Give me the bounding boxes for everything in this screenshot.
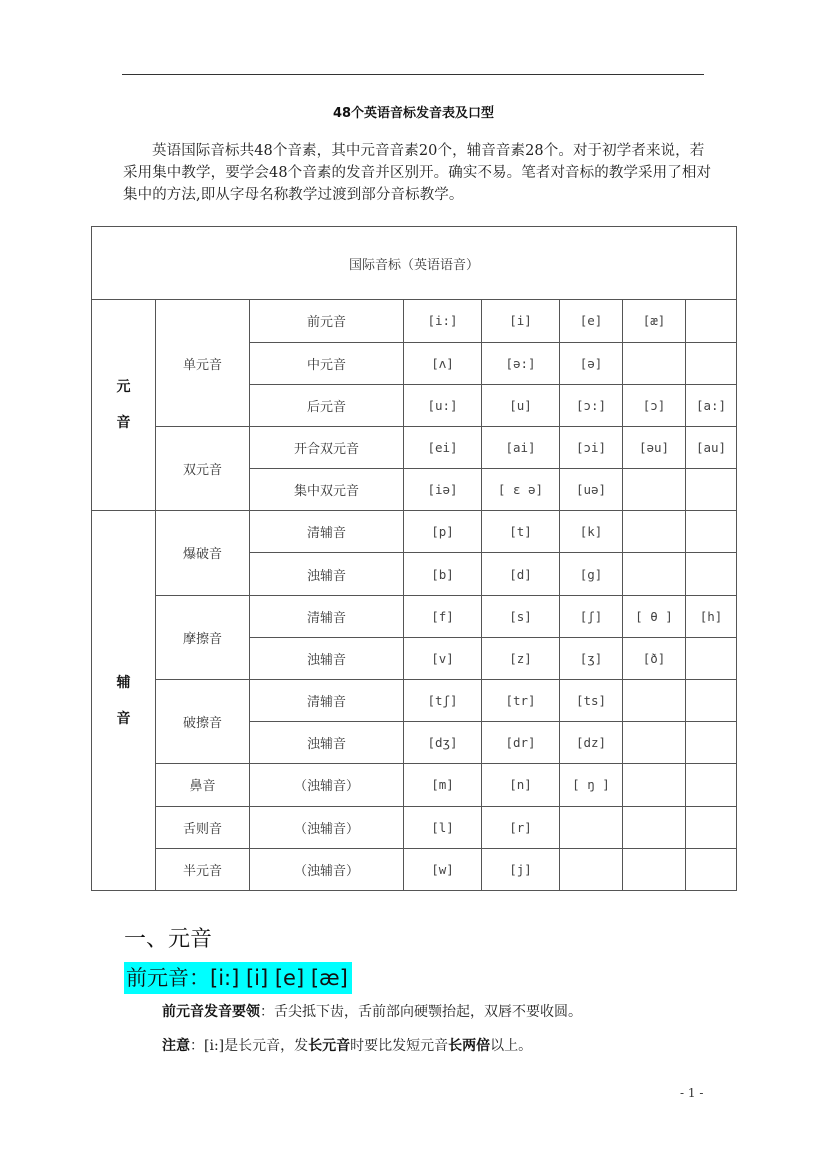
phonetic-symbol-cell: [d] [482,553,560,595]
phonetic-symbol-cell: [ ɛ ə] [482,469,560,511]
vowel-category-label: 元 [116,379,131,396]
phonetic-symbol-cell: [u] [482,384,560,426]
phonetic-symbol-cell: [w] [404,848,482,890]
rule-label: 前元音发音要领 [162,1004,260,1020]
note-text: 以上。 [490,1038,533,1054]
phonetic-symbol-cell: [dr] [482,722,560,764]
vowel-category-label: 音 [116,415,131,432]
phonetic-symbol-cell: [v] [404,637,482,679]
note-text: 时要比发短元音 [350,1038,449,1054]
phonetic-symbol-cell: [ə] [560,342,623,384]
table-row [92,764,737,806]
phonetic-symbol-cell [560,848,623,890]
note-text: ：[i:]是长元音，发 [190,1038,309,1054]
phonetic-symbol-cell [560,806,623,848]
sound-type-cell: 浊辅音 [250,722,404,764]
phonetic-symbol-cell: [z] [482,637,560,679]
phonetic-symbol-cell [686,848,737,890]
phonetic-symbol-cell: [i:] [404,300,482,342]
phonetic-symbol-cell [686,722,737,764]
phonetic-symbol-cell [623,553,686,595]
phonetic-symbol-cell [686,764,737,806]
rule-text: ：舌尖抵下齿，舌前部向硬颚抬起，双唇不要收圆。 [260,1004,582,1020]
table-row [92,806,737,848]
phonetic-symbol-cell: [dz] [560,722,623,764]
document-title: 48个英语音标发音表及口型 [332,106,495,121]
phonetic-symbol-cell: [n] [482,764,560,806]
table-row [92,300,737,342]
phonetic-symbol-cell: [ð] [623,637,686,679]
phonetic-symbol-cell: [ʒ] [560,637,623,679]
phonetic-symbol-cell [623,806,686,848]
phonetic-symbol-cell [686,511,737,553]
table-row [92,680,737,722]
pronunciation-rule [162,1001,582,1021]
phonetic-symbol-cell: [uə] [560,469,623,511]
phonetic-symbol-cell: [l] [404,806,482,848]
group-cell-fricative: 摩擦音 [156,595,250,679]
phonetic-symbol-cell: [ʃ] [560,595,623,637]
group-cell-plosive: 爆破音 [156,511,250,595]
phonetic-symbol-cell: [au] [686,426,737,468]
phonetic-symbol-cell [623,848,686,890]
phonetic-symbol-cell: [ei] [404,426,482,468]
phonetic-symbol-cell: [ɔi] [560,426,623,468]
phonetic-symbol-cell: [t] [482,511,560,553]
group-cell: 鼻音 [156,764,250,806]
phonetic-symbol-cell: [g] [560,553,623,595]
sound-type-cell: 浊辅音 [250,553,404,595]
vowel-category-cell [92,300,156,511]
consonant-category-label: 辅 [116,674,131,691]
header-rule [122,74,704,75]
phonetic-symbol-cell: [ai] [482,426,560,468]
sound-type-cell: 浊辅音 [250,637,404,679]
phonetic-symbol-cell: [u:] [404,384,482,426]
sound-type-cell: 清辅音 [250,680,404,722]
phonetic-symbol-cell: [e] [560,300,623,342]
phonetic-symbol-cell: [a:] [686,384,737,426]
phonetic-symbol-cell: [tʃ] [404,680,482,722]
table-row [92,848,737,890]
table-row [92,511,737,553]
phonetic-symbol-cell: [i] [482,300,560,342]
phonetic-symbol-cell: [ɔ] [623,384,686,426]
phonetic-symbol-cell [623,469,686,511]
phonetic-symbol-cell: [h] [686,595,737,637]
phonetic-symbol-cell: [f] [404,595,482,637]
phonetic-symbol-cell: [ʌ] [404,342,482,384]
phonetic-symbol-cell [686,680,737,722]
phonetic-symbol-cell: [ ŋ ] [560,764,623,806]
table-header: 国际音标（英语语音） [92,227,737,300]
subheading-front-vowels: 前元音：[i:] [i] [e] [æ] [124,962,352,994]
group-cell-monophthong: 单元音 [156,300,250,427]
table-row [92,426,737,468]
phonetic-table [91,226,737,891]
phonetic-symbol-cell [686,300,737,342]
phonetic-symbol-cell: [æ] [623,300,686,342]
sound-type-cell: （浊辅音） [250,764,404,806]
phonetic-symbol-cell: [dʒ] [404,722,482,764]
phonetic-symbol-cell: [ɔ:] [560,384,623,426]
consonant-category-label: 音 [116,710,131,727]
phonetic-symbol-cell: [k] [560,511,623,553]
note-label: 注意 [162,1038,190,1054]
phonetic-symbol-cell: [ə:] [482,342,560,384]
phonetic-symbol-cell: [tr] [482,680,560,722]
intro-paragraph: 英语国际音标共48个音素，其中元音音素20个，辅音音素28个。对于初学者来说，若采用集中教学，要学会48个音素的发音并区别开。确实不易。笔者对音标的教学采用了相对集中的方法,即从字母名称教学过渡到部分音标教学。 [123,143,712,203]
phonetic-symbol-cell [623,680,686,722]
group-cell-affricate: 破擦音 [156,680,250,764]
phonetic-symbol-cell [686,342,737,384]
sound-type-cell: 开合双元音 [250,426,404,468]
group-cell: 舌则音 [156,806,250,848]
section-heading: 一、元音 [124,927,213,952]
group-cell-diphthong: 双元音 [156,426,250,510]
sound-type-cell: 清辅音 [250,595,404,637]
phonetic-symbol-cell [623,722,686,764]
page-number: - 1 - [680,1086,704,1100]
sound-type-cell: 中元音 [250,342,404,384]
phonetic-symbol-cell: [iə] [404,469,482,511]
sound-type-cell: 前元音 [250,300,404,342]
phonetic-symbol-cell: [r] [482,806,560,848]
phonetic-symbol-cell [623,342,686,384]
table-row [92,595,737,637]
group-cell: 半元音 [156,848,250,890]
phonetic-symbol-cell: [s] [482,595,560,637]
phonetic-symbol-cell: [əu] [623,426,686,468]
phonetic-symbol-cell [686,469,737,511]
phonetic-symbol-cell: [ts] [560,680,623,722]
phonetic-symbol-cell [686,806,737,848]
phonetic-symbol-cell: [ θ ] [623,595,686,637]
phonetic-symbol-cell: [j] [482,848,560,890]
note-emphasis: 长两倍 [448,1038,491,1054]
note-emphasis: 长元音 [308,1038,351,1054]
sound-type-cell: 集中双元音 [250,469,404,511]
phonetic-symbol-cell [686,637,737,679]
phonetic-symbol-cell [623,511,686,553]
phonetic-symbol-cell [623,764,686,806]
sound-type-cell: 后元音 [250,384,404,426]
phonetic-symbol-cell: [p] [404,511,482,553]
phonetic-symbol-cell: [m] [404,764,482,806]
consonant-category-cell [92,511,156,891]
phonetic-symbol-cell [686,553,737,595]
sound-type-cell: （浊辅音） [250,806,404,848]
phonetic-symbol-cell: [b] [404,553,482,595]
sound-type-cell: （浊辅音） [250,848,404,890]
sound-type-cell: 清辅音 [250,511,404,553]
note [162,1035,532,1055]
